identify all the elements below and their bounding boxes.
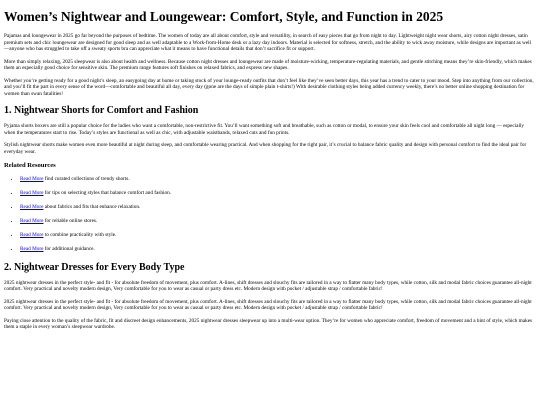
read-more-link[interactable]: Read More [20, 204, 44, 210]
resources-list [4, 176, 536, 253]
intro-paragraph: Pajamas and loungewear in 2025 go far beyond the purposes of bedtime. The women of today are all about comfort, style and versatility, in search of easy pieces that go from night to day. Lightweight night wear shorts, airy cotton night dresses, satin premium sets and chic loungewear are designed for good sleep and as well adaptable to a Work-from-Home desk or a lazy day indoors. Material is selected for softness, stretch, and the ability to wick away moisture, while designs are important as well—anyone who has struggled to take off a sweaty sports bra can appreciate what it means to have functional details that don’t sacrifice fit or support. [4, 33, 532, 52]
section-heading-dresses: 2. Nightwear Dresses for Every Body Type [4, 261, 185, 273]
section-paragraph: Paying close attention to the quality of the fabric, fit and discreet design enhancements, 2025 nightwear dresses sleepwear up into a multi-wear option. They’re for women who appreciate comfort, freedom of movement and a hint of style, which makes them a staple in every woman’s sleepwear wardrobe. [4, 317, 533, 330]
list-item-text: find curated collections of trendy shorts. [43, 176, 130, 182]
list-item-text: for tips on selecting styles that balance comfort and fashion. [43, 190, 172, 196]
page-title: Women’s Nightwear and Loungewear: Comfort, Style, and Function in 2025 [4, 9, 444, 24]
list-item [20, 232, 536, 239]
intro-paragraph: More than simply relaxing, 2025 sleepwear is also about health and wellness. Because cotton night dresses and loungewear are made of moisture-wicking, temperature-regulating materials, and gentle stitching means they’re skin-friendly, which makes them an especially good choice for sensitive skin. The premium range features soft finishes on relaxed fabrics, and express new shapes. [4, 58, 532, 71]
list-item [20, 204, 536, 211]
related-resources-heading: Related Resources [4, 162, 56, 169]
read-more-link[interactable]: Read More [20, 218, 44, 224]
list-item-text: about fabrics and fits that enhance relaxation. [43, 204, 141, 210]
intro-paragraph: Whether you’re getting ready for a good night’s sleep, an easygoing day at home or taking stock of your lounge-ready outfits that don’t feel like they’ve seen better days, this year has a trend to cater to your mood. Step into anything from our collection, and you’ll fit the part in every sense of the word—comfortable and beautiful all day, every day (gone are the days of simple plain t-shirts!) With desirable clothing styles being added currency weekly, there’s no better online shopping destination for women than swan fatalities! [4, 77, 534, 97]
list-item-text: to combine practicality with style. [43, 232, 117, 238]
list-item [20, 176, 536, 183]
list-item [20, 218, 536, 225]
list-item-text: for reliable online stores. [43, 218, 98, 224]
list-item [20, 190, 536, 197]
read-more-link[interactable]: Read More [20, 232, 44, 238]
section-paragraph: Stylish nightwear shorts make women even more beautiful at night during sleep, and comfortable wearing practical. And when shopping for the right pair, it’s crucial to balance fabric quality and design with personal comfort to find the ideal pair for everyday wear. [4, 142, 527, 155]
read-more-link[interactable]: Read More [20, 176, 44, 182]
list-item-text: for additional guidance. [43, 246, 95, 252]
section-paragraph: 2025 nightwear dresses in the perfect style- and fit - for absolute freedom of movement, plus comfort. A-lines, shift dresses and slouchy fits are tailored in a way to flatter many body types, while cotton, silk and modal fabric choices guarantee all-night comfort. Very practical and novelty modern design, Very comfortable for you to wear as casual or party dress etc. Modern design with pocket / adjustable strap / comfortable fabric! [4, 279, 532, 292]
list-item [20, 246, 536, 253]
read-more-link[interactable]: Read More [20, 190, 44, 196]
section-paragraph: Pyjama shorts boxers are still a popular choice for the ladies who want a comfortable, non-restrictive fit. You’ll want something soft and breathable, such as cotton or modal, to ensure your skin feels cool and comfortable all night long — especially when the temperatures start to rise. Today’s styles are functional as well as chic, with adjustable waistbands, relaxed cuts and fun prints. [4, 123, 525, 136]
section-paragraph: 2025 nightwear dresses in the perfect style- and fit - for absolute freedom of movement, plus comfort. A-lines, shift dresses and slouchy fits are tailored in a way to flatter many body types, while cotton, silk and modal fabric choices guarantee all-night comfort. Very practical and novelty modern design, Very comfortable for you to wear as casual or party dress etc. Modern design with pocket / adjustable strap / comfortable fabric! [4, 298, 532, 311]
section-heading-shorts: 1. Nightwear Shorts for Comfort and Fashion [4, 105, 199, 116]
read-more-link[interactable]: Read More [20, 246, 44, 252]
